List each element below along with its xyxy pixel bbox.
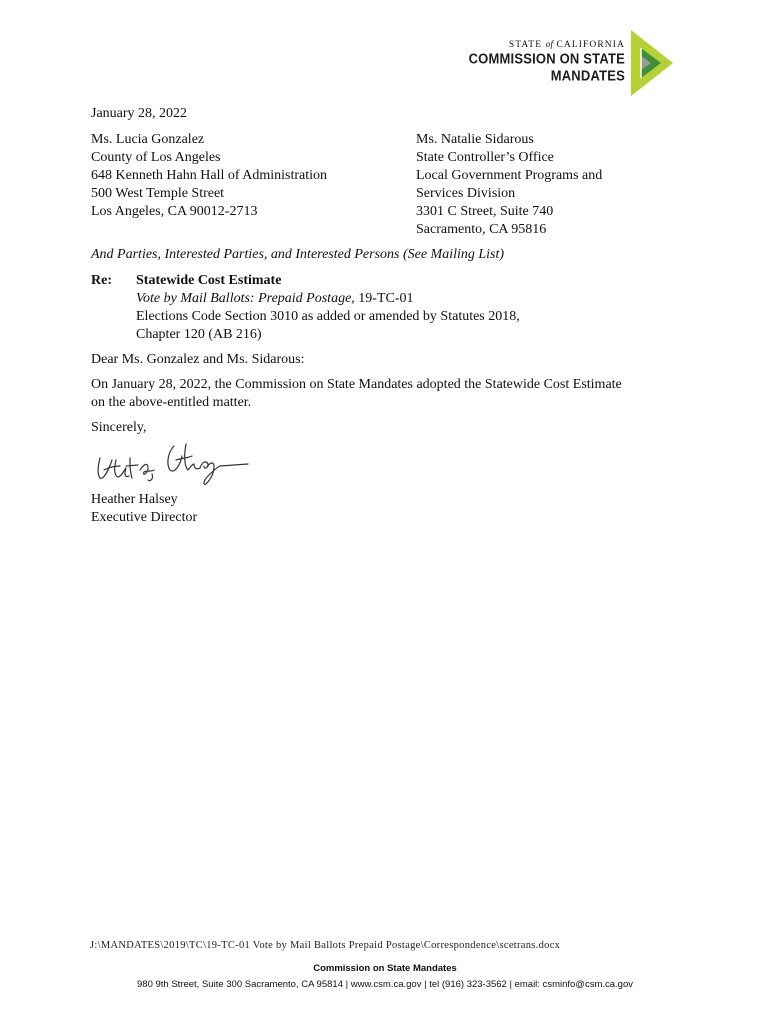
re-statute-line-2: Chapter 120 (AB 216) bbox=[136, 327, 262, 342]
body-line-2: on the above-entitled matter. bbox=[91, 395, 252, 410]
document-file-path: J:\MANDATES\2019\TC\19-TC-01 Vote by Mail Ballots Prepaid Postage\Correspondence\scetrans.docx bbox=[90, 940, 561, 951]
recipient-left-org: County of Los Angeles bbox=[91, 150, 221, 165]
recipient-left-street2: 500 West Temple Street bbox=[91, 186, 225, 201]
salutation: Dear Ms. Gonzalez and Ms. Sidarous: bbox=[91, 352, 305, 367]
footer-organization: Commission on State Mandates bbox=[313, 963, 457, 974]
letter-date: January 28, 2022 bbox=[91, 106, 188, 121]
logo-state-prefix: STATE bbox=[508, 40, 546, 50]
recipient-right-org: State Controller’s Office bbox=[416, 150, 554, 165]
logo-line-2: MANDATES bbox=[550, 66, 625, 85]
recipient-left-name: Ms. Lucia Gonzalez bbox=[91, 132, 205, 147]
recipient-right-division2: Services Division bbox=[416, 186, 516, 201]
re-block bbox=[136, 272, 520, 344]
re-subject bbox=[136, 290, 520, 308]
signer-block bbox=[91, 491, 197, 527]
recipient-right-name: Ms. Natalie Sidarous bbox=[416, 132, 534, 147]
footer-contact-info: 980 9th Street, Suite 300 Sacramento, CA 95814 | www.csm.ca.gov | tel (916) 323-3562 | email: csminfo@csm.ca.gov bbox=[137, 979, 633, 990]
recipient-right-city: Sacramento, CA 95816 bbox=[416, 222, 547, 237]
recipient-left-street: 648 Kenneth Hahn Hall of Administration bbox=[91, 168, 328, 183]
signer-title: Executive Director bbox=[91, 510, 198, 525]
re-subject-italic: Vote by Mail Ballots: Prepaid Postage bbox=[136, 291, 352, 306]
logo-chevron-icon bbox=[629, 28, 675, 98]
handwritten-signature bbox=[94, 436, 254, 488]
commission-logo bbox=[470, 28, 675, 98]
cc-interested-parties: And Parties, Interested Parties, and Interested Persons (See Mailing List) bbox=[91, 247, 505, 262]
re-title: Statewide Cost Estimate bbox=[136, 273, 282, 288]
logo-state-of: of bbox=[545, 40, 553, 50]
re-label: Re: bbox=[91, 273, 112, 288]
recipient-right-street: 3301 C Street, Suite 740 bbox=[416, 204, 554, 219]
re-subject-rest: , 19-TC-01 bbox=[351, 291, 414, 306]
re-statute-line-1: Elections Code Section 3010 as added or amended by Statutes 2018, bbox=[136, 309, 520, 324]
recipient-address-left bbox=[91, 131, 327, 221]
body-paragraph bbox=[91, 376, 691, 412]
body-line-1: On January 28, 2022, the Commission on State Mandates adopted the Statewide Cost Estimate bbox=[91, 377, 622, 392]
recipient-left-city: Los Angeles, CA 90012-2713 bbox=[91, 204, 258, 219]
logo-line-1: COMMISSION ON STATE bbox=[468, 49, 625, 68]
recipient-address-right bbox=[416, 131, 602, 239]
logo-state-suffix: CALIFORNIA bbox=[552, 40, 625, 50]
recipient-right-division1: Local Government Programs and bbox=[416, 168, 603, 183]
signer-name: Heather Halsey bbox=[91, 492, 178, 507]
closing: Sincerely, bbox=[91, 420, 147, 435]
